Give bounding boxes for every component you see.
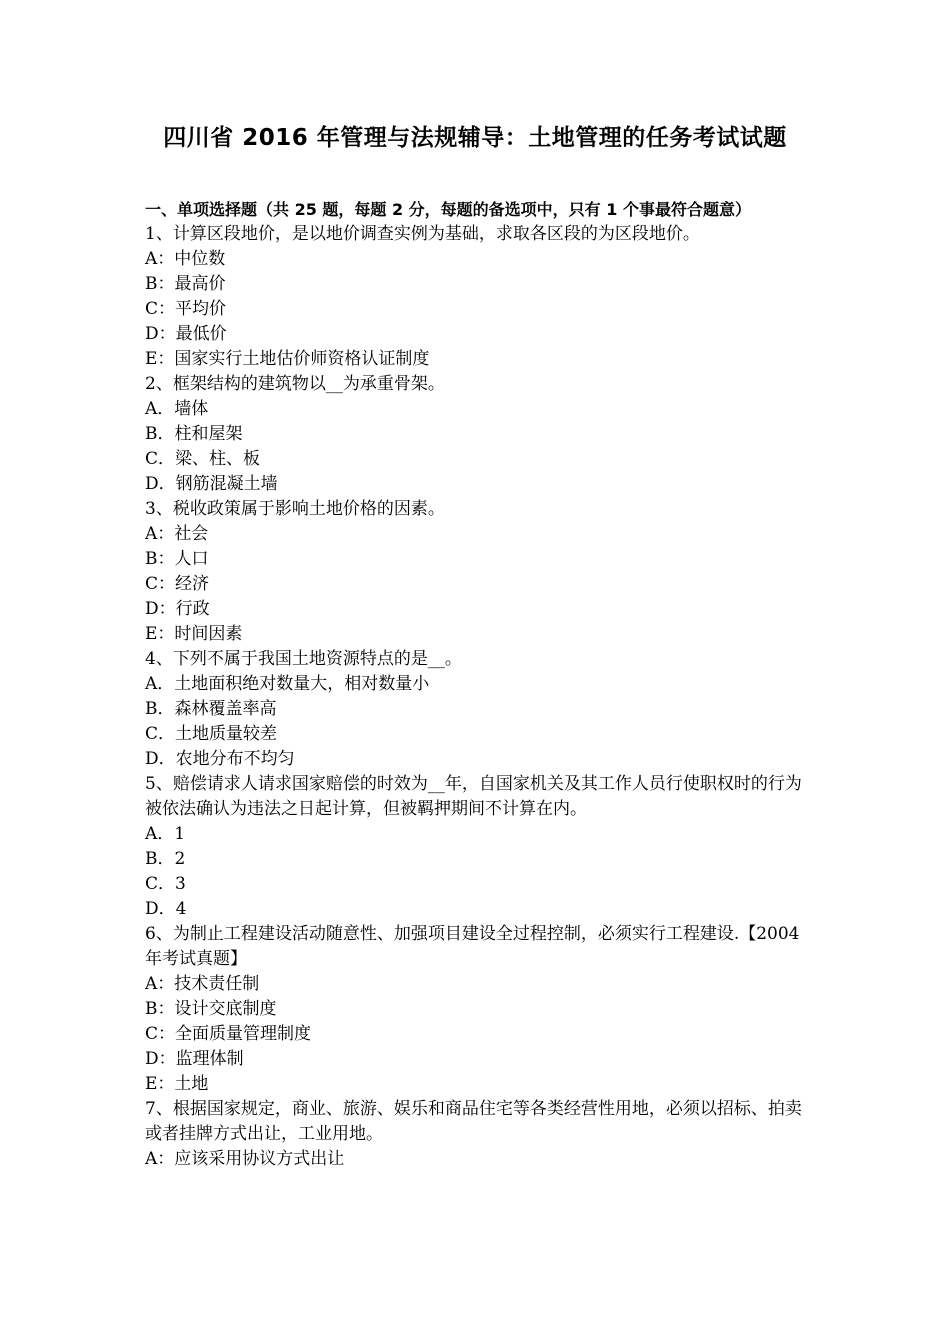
question-stem: 2、框架结构的建筑物以__为承重骨架。 bbox=[145, 374, 445, 394]
option-b: B．2 bbox=[145, 849, 186, 869]
option-e: E：土地 bbox=[145, 1074, 209, 1094]
option-a: A．1 bbox=[145, 824, 186, 844]
question-stem: 3、税收政策属于影响土地价格的因素。 bbox=[145, 499, 445, 519]
option-d: D．钢筋混凝土墙 bbox=[145, 474, 278, 494]
document-title: 四川省 2016 年管理与法规辅导：土地管理的任务考试试题 bbox=[163, 125, 787, 151]
question-stem: 4、下列不属于我国土地资源特点的是__。 bbox=[145, 649, 462, 669]
option-c: C：全面质量管理制度 bbox=[145, 1024, 312, 1044]
option-a: A．土地面积绝对数量大，相对数量小 bbox=[145, 674, 430, 694]
question-4 bbox=[145, 647, 810, 772]
option-b: B：人口 bbox=[145, 549, 209, 569]
option-e: E：国家实行土地估价师资格认证制度 bbox=[145, 349, 430, 369]
option-d: D．农地分布不均匀 bbox=[145, 749, 295, 769]
question-3 bbox=[145, 497, 810, 647]
option-c: C．3 bbox=[145, 874, 186, 894]
option-c: C．土地质量较差 bbox=[145, 724, 278, 744]
option-d: D：最低价 bbox=[145, 324, 227, 344]
question-stem: 5、赔偿请求人请求国家赔偿的时效为__年，自国家机关及其工作人员行使职权时的行为被依法确认为违法之日起计算，但被羁押期间不计算在内。 bbox=[145, 774, 802, 819]
option-a: A：应该采用协议方式出让 bbox=[145, 1149, 345, 1169]
option-c: C．梁、柱、板 bbox=[145, 449, 261, 469]
question-5 bbox=[145, 772, 810, 922]
option-d: D：行政 bbox=[145, 599, 210, 619]
question-stem: 7、根据国家规定，商业、旅游、娱乐和商品住宅等各类经营性用地，必须以招标、拍卖或者挂牌方式出让，工业用地。 bbox=[145, 1099, 802, 1144]
question-stem: 1、计算区段地价，是以地价调查实例为基础，求取各区段的为区段地价。 bbox=[145, 224, 700, 244]
option-c: C：经济 bbox=[145, 574, 210, 594]
option-e: E：时间因素 bbox=[145, 624, 243, 644]
option-b: B．森林覆盖率高 bbox=[145, 699, 277, 719]
question-7 bbox=[145, 1097, 810, 1172]
document-body bbox=[145, 197, 810, 1172]
option-d: D：监理体制 bbox=[145, 1049, 244, 1069]
question-1 bbox=[145, 222, 810, 372]
option-a: A：中位数 bbox=[145, 249, 226, 269]
option-a: A：技术责任制 bbox=[145, 974, 260, 994]
option-a: A．墙体 bbox=[145, 399, 209, 419]
question-6 bbox=[145, 922, 810, 1097]
question-2 bbox=[145, 372, 810, 497]
option-d: D．4 bbox=[145, 899, 187, 919]
option-a: A：社会 bbox=[145, 524, 209, 544]
option-b: B：设计交底制度 bbox=[145, 999, 277, 1019]
section-heading: 一、单项选择题（共 25 题，每题 2 分，每题的备选项中，只有 1 个事最符合题意） bbox=[145, 200, 751, 219]
option-b: B：最高价 bbox=[145, 274, 226, 294]
option-b: B．柱和屋架 bbox=[145, 424, 243, 444]
question-stem: 6、为制止工程建设活动随意性、加强项目建设全过程控制，必须实行工程建设.【2004 年考试真题】 bbox=[145, 924, 800, 969]
option-c: C：平均价 bbox=[145, 299, 227, 319]
